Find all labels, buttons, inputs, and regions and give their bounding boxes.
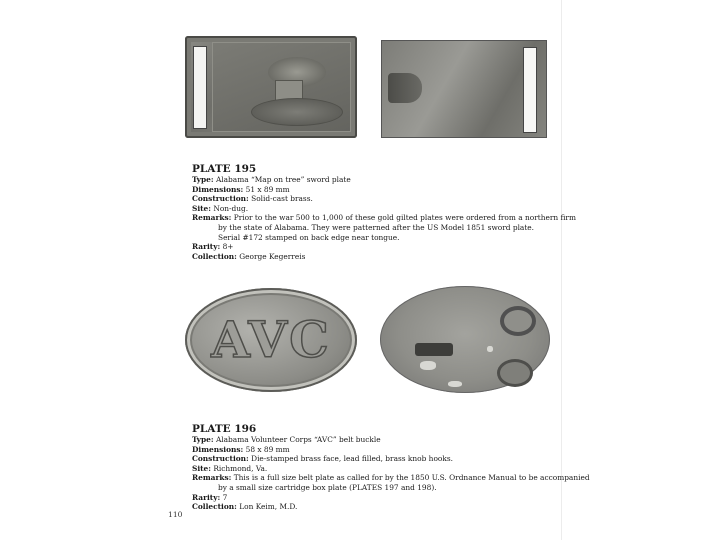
ground-emblem [251, 98, 343, 126]
knob-hook [504, 310, 532, 332]
dimensions-label: Dimensions: [192, 184, 244, 194]
remarks-row [192, 473, 590, 483]
site-value: Non-dug. [213, 203, 249, 213]
remarks-line: This is a full size belt plate as called for by the 1850 U.S. Ordnance Manual to be accompanied [233, 473, 590, 483]
knob-hook [500, 362, 530, 384]
collection-label: Collection: [192, 502, 237, 512]
construction-value: Solid-cast brass. [251, 194, 313, 204]
site-row [192, 204, 576, 214]
plate-title: PLATE 196 [192, 423, 257, 435]
dimensions-row [192, 445, 590, 455]
lead-bar [415, 343, 453, 356]
site-label: Site: [192, 203, 211, 213]
collection-value: Lon Keim, M.D. [239, 502, 298, 512]
construction-value: Die-stamped brass face, lead filled, brass knob hooks. [251, 454, 453, 464]
construction-label: Construction: [192, 194, 249, 204]
dimensions-value: 58 x 89 mm [245, 444, 290, 454]
plate-196-front-photo [185, 288, 357, 392]
construction-row [192, 454, 590, 464]
plate-face [212, 42, 351, 132]
rarity-label: Rarity: [192, 242, 221, 252]
dimensions-label: Dimensions: [192, 444, 244, 454]
remarks-label: Remarks: [192, 213, 232, 223]
plate-196-caption [192, 423, 590, 512]
plate-title: PLATE 195 [192, 163, 257, 175]
rarity-value: 8+ [222, 242, 234, 252]
collection-value: George Kegerreis [239, 251, 306, 261]
belt-slot [523, 47, 537, 133]
type-label: Type: [192, 175, 214, 184]
collection-label: Collection: [192, 251, 237, 261]
type-value: Alabama “Map on tree” sword plate [215, 175, 351, 184]
type-row [192, 435, 590, 445]
collection-row [192, 252, 576, 262]
corrosion-spot [420, 361, 436, 370]
dimensions-value: 51 x 89 mm [245, 184, 290, 194]
remarks-label: Remarks: [192, 473, 232, 483]
construction-row [192, 194, 576, 204]
site-label: Site: [192, 463, 211, 473]
remarks-row [192, 213, 576, 223]
rarity-label: Rarity: [192, 492, 221, 502]
rarity-value: 7 [222, 492, 228, 502]
remarks-line: by a small size cartridge box plate (PLATES 197 and 198). [218, 482, 437, 492]
site-value: Richmond, Va. [213, 463, 268, 473]
plate-195-back-photo [381, 40, 547, 138]
embossed-letters: AVC [211, 310, 331, 369]
type-label: Type: [192, 435, 214, 444]
rarity-row [192, 493, 590, 503]
remarks-line: Serial #172 stamped on back edge near tongue. [218, 232, 400, 242]
collection-row [192, 502, 590, 512]
type-row [192, 175, 576, 185]
remarks-line: Prior to the war 500 to 1,000 of these gold gilted plates were ordered from a northern firm [233, 213, 576, 223]
remarks-line: by the state of Alabama. They were patterned after the US Model 1851 sword plate. [218, 222, 535, 232]
site-row [192, 464, 590, 474]
belt-slot [193, 46, 207, 129]
page-number: 110 [168, 510, 183, 519]
tongue [388, 73, 422, 103]
plate-196-back-photo [380, 286, 550, 393]
plate-195-caption [192, 163, 576, 261]
dimensions-row [192, 185, 576, 195]
plate-195-front-photo [185, 36, 357, 138]
corrosion-spot [448, 381, 462, 387]
corrosion-spot [487, 346, 493, 352]
rarity-row [192, 242, 576, 252]
construction-label: Construction: [192, 454, 249, 464]
type-value: Alabama Volunteer Corps “AVC” belt buckle [215, 435, 381, 444]
